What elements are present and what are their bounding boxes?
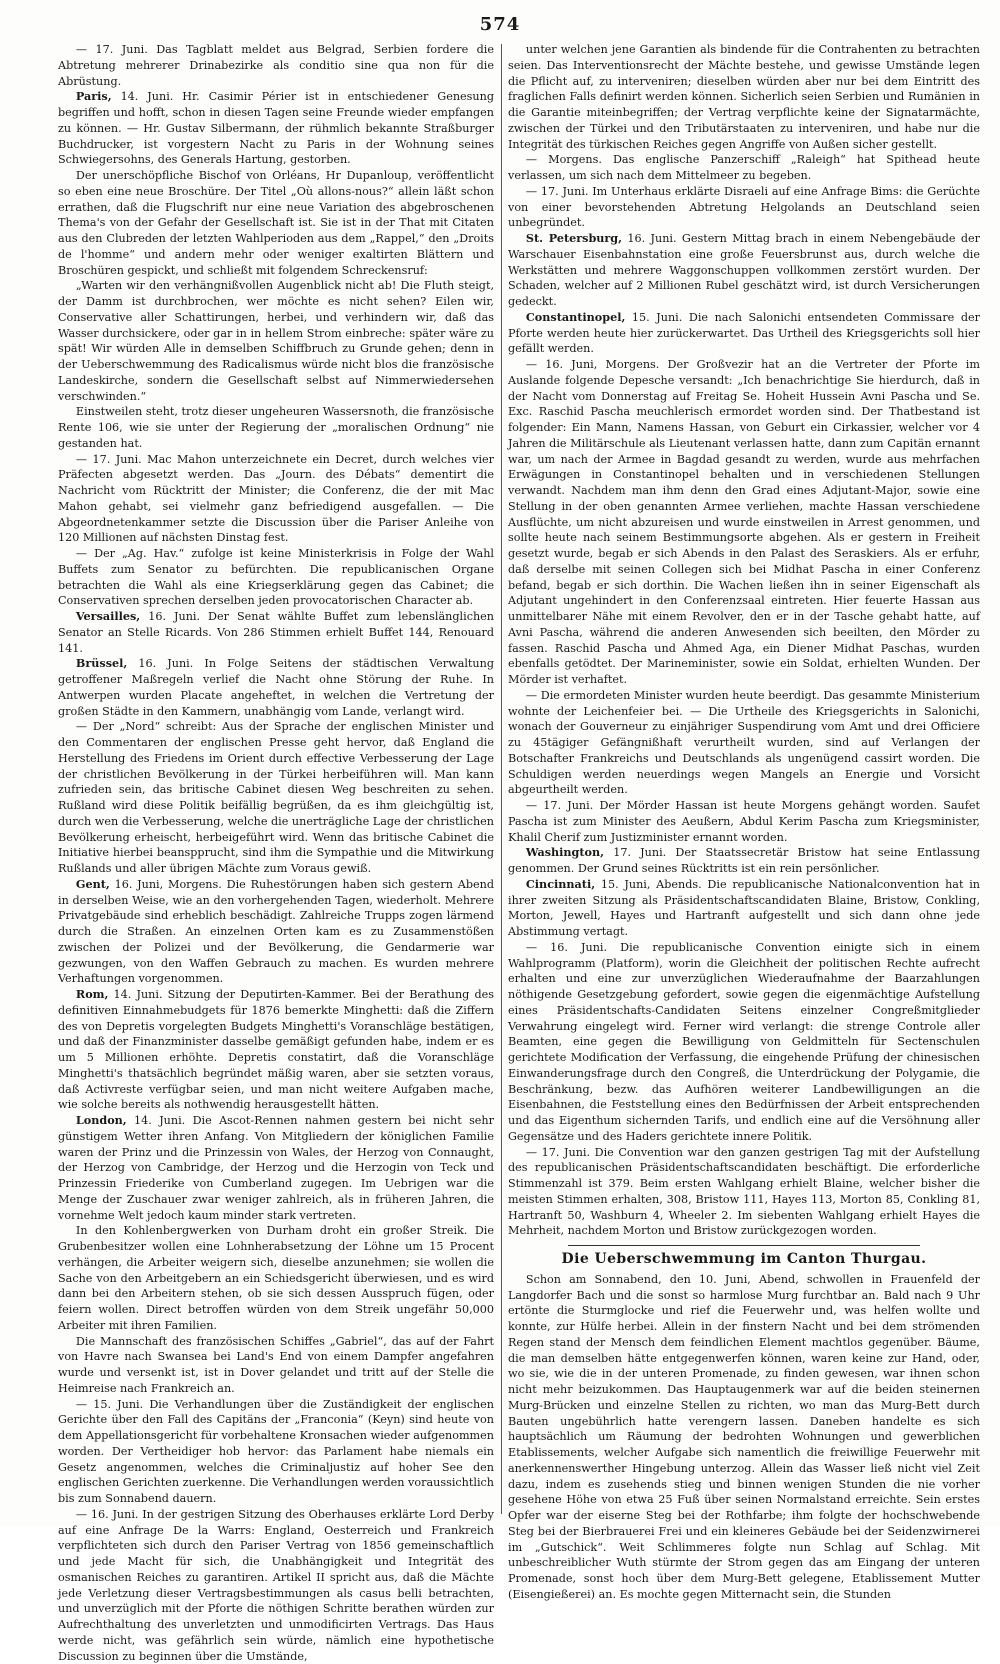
paragraph-text: — Morgens. Das englische Panzerschiff „Raleigh“ hat Spithead heute verlassen, um sich nach dem Mittelmeer zu begeben. bbox=[508, 153, 980, 182]
news-paragraph bbox=[58, 877, 494, 987]
dateline-place: Versailles, bbox=[75, 609, 141, 623]
paragraph-text: 16. Juni. Der Senat wählte Buffet zum lebenslänglichen Senator an Stelle Ricards. Von 286 Stimmen erhielt Buffet 144, Renouard 141. bbox=[58, 610, 494, 655]
paragraph-text: — Der „Ag. Hav.“ zufolge ist keine Ministerkrisis in Folge der Wahl Buffets zum Senator zu befürchten. Die republicanischen Organe betrachten die Wahl als eine Kriegserklärung gegen das Cabinet; die Conservativen sprechen derselben jeden provocatorischen Character ab. bbox=[58, 547, 494, 608]
paragraph-text: 14. Juni. Die Ascot-Rennen nahmen gestern bei nicht sehr günstigem Wetter ihren Anfang. Von Mitgliedern der königlichen Familie waren der Prinz und die Prinzessin von Wales, der Herzog von Connaught, der Herzog von Cambridge, der Herzog und die Herzogin von Teck und Prinzessin Friederike von Cumberland zugegen. Im Uebrigen war die Menge der Zuschauer zwar weniger zahlreich, als in früheren Jahren, die vornehme Welt jedoch kaum minder stark vertreten. bbox=[58, 1114, 494, 1222]
paragraph-text: 16. Juni. Gestern Mittag brach in einem Nebengebäude der Warschauer Eisenbahnstation eine große Feuersbrunst aus, durch welche die Werkstätten und mehrere Waggonschuppen vollkommen zerstört wurden. Der Schaden, welcher auf 2 Millionen Rubel geschätzt wird, ist durch Versicherungen gedeckt. bbox=[508, 232, 981, 308]
dateline-place: Gent, bbox=[75, 876, 110, 891]
news-paragraph bbox=[58, 89, 494, 168]
news-paragraph bbox=[508, 357, 980, 688]
dateline-place: Cincinnati, bbox=[525, 876, 596, 891]
paragraph-text: — 17. Juni. Mac Mahon unterzeichnete ein Decret, durch welches vier Präfecten abgesetzt werden. Das „Journ. des Débats“ dementirt die Nachricht vom Rücktritt der Minister; die Conferenz, die der mit Mac Mahon gehabt, sei vielmehr ganz befriedigend ausgefallen. — Die Abgeordnetenkammer setzte die Discussion über die Pariser Anleihe von 120 Millionen auf nächsten Dinstag fest. bbox=[58, 452, 494, 545]
news-paragraph bbox=[508, 42, 980, 152]
news-paragraph bbox=[58, 546, 494, 609]
right-column-articles bbox=[508, 42, 980, 1239]
news-paragraph bbox=[58, 42, 494, 89]
feature-article-body bbox=[508, 1272, 980, 1603]
paragraph-text: 14. Juni. Hr. Casimir Périer ist in entschiedener Genesung begriffen und hofft, schon in diesen Tagen seine Freunde wieder empfangen zu können. — Hr. Gustav Silbermann, der rühmlich bekannte Straßburger Buchdrucker, ist vorgestern Nacht zu Paris in der Wohnung seines Schwiegersohns, des Generals Hartung, gestorben. bbox=[58, 90, 494, 167]
news-paragraph bbox=[58, 609, 494, 656]
paragraph-text: — Der „Nord“ schreibt: Aus der Sprache der englischen Minister und den Commentaren der englischen Presse geht hervor, daß England die Herstellung des Friedens im Orient durch effective Verbesserung der Lage der christlichen Bevölkerung in der Türkei herbeiführen will. Man kann zufrieden sein, das britische Cabinet diesen Weg beschreiten zu sehen. Rußland wird diese Politik beifällig begrüßen, da es ihm gleichgültig ist, durch wen die Verbesserung, welche die unerträgliche Lage der christlichen Bevölkerung erheischt, herbeigeführt wird. Wenn das britische Cabinet die Initiative hierbei beanspprucht, sind ihm die Sympathie und die Mitwirkung Rußlands und aller übrigen Mächte zum Voraus gewiß. bbox=[58, 720, 494, 875]
dateline-place: St. Petersburg, bbox=[525, 231, 623, 245]
paragraph-text: — 17. Juni. Der Mörder Hassan ist heute Morgens gehängt worden. Saufet Pascha ist zum Minister des Aeußern, Abdul Kerim Pascha zum Kriegsminister, Khalil Cherif zum Justizminister ernannt worden. bbox=[508, 799, 980, 844]
paragraph-text: Einstweilen steht, trotz dieser ungeheuren Wassersnoth, die französische Rente 106, wie sie unter der Regierung der „moralischen Ordnung“ nie gestanden hat. bbox=[58, 405, 494, 450]
news-paragraph bbox=[58, 656, 494, 719]
news-paragraph bbox=[508, 688, 980, 798]
dateline-place: Paris, bbox=[75, 89, 112, 104]
paragraph-text: 16. Juni. In Folge Seitens der städtischen Verwaltung getroffener Maßregeln verlief die Nacht ohne Störung der Ruhe. In Antwerpen wurden Placate angeheftet, in welchen die Vertretung der großen Städte in den Kammern, unabhängig vom Lande, verlangt wird. bbox=[58, 657, 495, 718]
news-paragraph bbox=[58, 278, 494, 404]
column-divider bbox=[501, 44, 502, 1514]
paragraph-text: 15. Juni. Die nach Salonichi entsendeten Commissare der Pforte werden heute hier zurückerwartet. Das Urtheil des Kriegsgerichts soll hier gefällt werden. bbox=[508, 310, 980, 356]
news-paragraph bbox=[508, 877, 980, 940]
news-paragraph bbox=[58, 404, 494, 451]
dateline-place: Constantinopel, bbox=[525, 309, 626, 324]
paragraph-text: — 15. Juni. Die Verhandlungen über die Zuständigkeit der englischen Gerichte über den Fall des Capitäns der „Franconia“ (Keyn) sind heute von dem Appellationsgericht für vorbehaltene Kronsachen wieder aufgenommen worden. Der Vertheidiger hob hervor: das Parlament habe niemals ein Gesetz angenommen, welches die Criminaljustiz auf hoher See den englischen Gerichten zuerkenne. Die Verhandlungen werden voraussichtlich bis zum Sonnabend dauern. bbox=[58, 1397, 494, 1505]
feature-paragraph: Schon am Sonnabend, den 10. Juni, Abend, schwollen in Frauenfeld der Langdorfer Bach und die sonst so harmlose Murg furchtbar an. Bald nach 9 Uhr ertönte die Sturmglocke und rief die Feuerwehr und, was helfen wollte und konnte, zur Hülfe herbei. Allein in der finstern Nacht und bei dem strömenden Regen stand der Mensch dem feindlichen Element machtlos gegenüber. Bäume, die man demselben hätte entgegenwerfen können, waren keine zur Hand, oder, wo sie, wie die in der unteren Promenade, zu finden gewesen, war ihnen schon nicht mehr beizukommen. Das Hauptaugenmerk war auf die beiden steinernen Murg-Brücken und einzelne Stellen zu richten, wo man das Murg-Bett durch Bauten ungebührlich hatte verengern lassen. Daneben handelte es sich hauptsächlich um Räumung der bedrohten Wohnungen und gewerblichen Etablissements, welcher Aufgabe sich namentlich die freiwillige Feuerwehr mit anerkennenswerther Hingebung unterzog. Allein das Wasser ließ nicht viel Zeit dazu, indem es zusehends stieg und binnen wenigen Stunden die nie vorher gesehene Höhe von etwa 25 Fuß über seinen Normalstand erreichte. Sein erstes Opfer war der eiserne Steg bei der Rothfarbe; ihm folgte der hochschwebende Steg bei der Bierbrauerei Frei und ein kleineres Gebäude bei der Seidenzwirnerei im „Gutschick“. Weit Schlimmeres folgte nun Schlag auf Schlag. Mit unbeschreiblicher Wuth stürmte der Strom gegen das am Eingang der unteren Promenade, sonst hoch über dem Murg-Bett gelegene, Etablissement Mutter (Eisengießerei) an. Es mochte gegen Mitternacht sein, die Stunden bbox=[508, 1272, 980, 1601]
paragraph-text: — 17. Juni. Das Tagblatt meldet aus Belgrad, Serbien fordere die Abtretung mehrerer Drinabezirke als conditio sine qua non für die Abrüstung. bbox=[58, 43, 494, 88]
page-number: 574 bbox=[479, 14, 521, 35]
news-paragraph bbox=[58, 1397, 494, 1507]
paragraph-text: 17. Juni. Der Staatssecretär Bristow hat seine Entlassung genommen. Der Grund seines Rücktritts ist ein rein persönlicher. bbox=[508, 846, 980, 875]
paragraph-text: — 16. Juni. Die republicanische Convention einigte sich in einem Wahlprogramm (Platform), worin die Gleichheit der politischen Rechte aufrecht erhalten und eine zur unverzüglichen Wiederaufnahme der Baarzahlungen nöthigende Gesetzgebung gefordert, sowie gegen die eigenmächtige Aufstellung eines Präsidentschafts-Candidaten Seitens einzelner Congreßmitglieder Verwahrung eingelegt wird. Ferner wird verlangt: die strenge Controle aller Beamten, eine gegen die Bewilligung von Geldmitteln für Sectenschulen gerichtete Modification der Verfassung, die eingehende Prüfung der chinesischen Einwanderungsfrage durch den Congreß, die Unterdrückung der Polygamie, die Beschränkung, bezw. das Aufhören weiterer Landbewilligungen an die Eisenbahnen, die Feststellung eines den Bedürfnissen der Arbeit entsprechenden und das Eigenthum sichernden Tarifs, und endlich eine auf die Versöhnung aller Gegensätze und des Haders gerichtete innere Politik. bbox=[508, 940, 980, 1143]
news-paragraph bbox=[58, 168, 494, 278]
news-paragraph bbox=[508, 310, 980, 357]
news-paragraph bbox=[508, 845, 980, 877]
dateline-place: London, bbox=[75, 1113, 127, 1127]
news-paragraph bbox=[508, 798, 980, 845]
left-column bbox=[58, 42, 495, 1663]
right-column bbox=[508, 42, 981, 1601]
paragraph-text: 15. Juni, Abends. Die republicanische Nationalconvention hat in ihrer zweiten Sitzung als Präsidentschaftscandidaten Blaine, Bristow, Conkling, Morton, Jewell, Hayes und Hartranft aufgestellt und sich dann ohne jede Abstimmung vertagt. bbox=[508, 877, 980, 938]
paragraph-text: Die Mannschaft des französischen Schiffes „Gabriel“, das auf der Fahrt von Havre nach Swansea bei Land's End von einem Dampfer angefahren wurde und versenkt ist, ist in Dover gelandet und tritt auf der Stelle die Heimreise nach Frankreich an. bbox=[58, 1334, 494, 1395]
dateline-place: Washington, bbox=[525, 845, 605, 860]
news-paragraph bbox=[508, 184, 980, 231]
paragraph-text: In den Kohlenbergwerken von Durham droht ein großer Streik. Die Grubenbesitzer wollen eine Lohnherabsetzung der Löhne um 15 Procent verhängen, die Arbeiter weigern sich, dieselbe anzunehmen; sie wollen die Sache von den Arbeitgebern an ein Schiedsgericht überwiesen, und es wird dann bei den Arbeitern stehen, ob sie sich dessen Ausspruch fügen, oder feiern wollen. Direct betroffen würden von dem Streik ungefähr 50,000 Arbeiter mit ihren Familien. bbox=[58, 1224, 494, 1332]
paragraph-text: — 16. Juni, Morgens. Der Großvezir hat an die Vertreter der Pforte im Auslande folgende Depesche versandt: „Ich benachrichtige Sie hierdurch, daß in der Nacht vom Donnerstag auf Freitag Se. Hoheit Hussein Avni Pascha und Se. Exc. Raschid Pascha meuchlerisch ermordet worden sind. Der Thatbestand ist folgender: Ein Mann, Namens Hassan, von Geburt ein Cirkassier, welcher vor 4 Jahren die Militärschule als Lieutenant verlassen hatte, dann zum Capitän ernannt war, um nach der Armee in Bagdad gesandt zu werden, wurde aus mehrfachen Erwägungen in Constantinopel behalten und in verschiedenen Stellungen verwandt. Nachdem man ihm denn den Grad eines Adjutant-Major, sowie eine Stellung in der oben genannten Armee verliehen, machte Hassan verschiedene Ausflüchte, um nicht abzureisen und wurde einstweilen in Arrest genommen, und sollte heute nach seinem Bestimmungsorte abgehen. Als er gestern in Freiheit gesetzt wurde, begab er sich Abends in den Palast des Seraskiers. Als er erfuhr, daß derselbe mit seinen Collegen sich bei Midhat Pascha in einer Conferenz befand, begab er sich dorthin. Die Wachen ließen ihn in seiner Eigenschaft als Adjutant ungehindert in den Conferenzsaal eintreten. Hier feuerte Hassan aus unmittelbarer Nähe mit einem Revolver, den er in der Tasche gehabt hatte, auf Avni Pascha, während die anderen Anwesenden sich beeilten, den Mörder zu fassen. Raschid Pascha und Ahmed Aga, ein Diener Midhat Paschas, wurden ebenfalls getödtet. Der Marineminister, sowie ein Soldat, erhielten Wunden. Der Mörder ist verhaftet. bbox=[508, 358, 980, 686]
news-paragraph bbox=[58, 1223, 494, 1333]
paragraph-text: — 17. Juni. Die Convention war den ganzen gestrigen Tag mit der Aufstellung des republicanischen Präsidentschaftscandidaten beschäftigt. Die erforderliche Stimmenzahl ist 379. Beim ersten Wahlgang erhielt Blaine, welcher bisher die meisten Stimmen erhalten, 308, Bristow 111, Hayes 113, Morton 85, Conkling 81, Hartranft 50, Washburn 4, Wheeler 2. Im siebenten Wahlgang erhielt Hayes die Mehrheit, nachdem Morton und Bristow zurückgezogen worden. bbox=[508, 1145, 980, 1238]
paragraph-text: 14. Juni. Sitzung der Deputirten-Kammer. Bei der Berathung des definitiven Einnahmebudgets für 1876 bemerkte Minghetti: daß die Ziffern des von Depretis vorgelegten Budgets Minghetti's Voranschläge bestätigen, und daß der Finanzminister dasselbe gemäßigt gefunden habe, indem er es um 5 Millionen erhöhte. Depretis constatirt, daß die Voranschläge Minghetti's thatsächlich begründet mäßig waren, aber sie setzten voraus, daß Activreste verfügbar seien, und man nicht weitere Aufgaben mache, wie solche bereits als nothwendig herausgestellt hätten. bbox=[58, 988, 494, 1112]
paragraph-text: — 16. Juni. In der gestrigen Sitzung des Oberhauses erklärte Lord Derby auf eine Anfrage De la Warrs: England, Oesterreich und Frankreich verpflichteten sich durch den Pariser Vertrag von 1856 gemeinschaftlich und jede Macht für sich, die Unabhängigkeit und Integrität des osmanischen Reiches zu garantiren. Artikel II spricht aus, daß die Mächte jede Verletzung dieser Vertragsbestimmungen als casus belli betrachten, und unverzüglich mit der Pforte die nöthigen Schritte berathen würden zur Aufrechthaltung des unverletzten und unmodificirten Vertrags. Das Haus werde nicht, was gefährlich sein würde, nämlich eine hypothetische Discussion zu beginnen über die Umstände, bbox=[58, 1507, 494, 1663]
news-paragraph bbox=[508, 940, 980, 1145]
paragraph-text: — Die ermordeten Minister wurden heute beerdigt. Das gesammte Ministerium wohnte der Leichenfeier bei. — Die Urtheile des Kriegsgerichts in Salonichi, wonach der Gouverneur zu einjähriger Suspendirung vom Amt und drei Officiere zu 45tägiger Gefängnißhaft verurtheilt wurden, sind auf Verlangen der Botschafter Frankreichs und Deutschlands als ungenügend cassirt worden. Die Schuldigen werden neuerdings wegen Mangels an Energie und Vorsicht abgeurtheilt werden. bbox=[508, 688, 980, 797]
news-paragraph bbox=[58, 452, 494, 547]
paragraph-text: 16. Juni, Morgens. Die Ruhestörungen haben sich gestern Abend in derselben Weise, wie an den vorhergehenden Tagen, wiederholt. Mehrere Privatgebäude sind erheblich beschädigt. Zahlreiche Trupps zogen lärmend durch die Straßen. An einzelnen Orten kam es zu Zusammenstößen zwischen der Polizei und der Bevölkerung, die Gendarmerie war gezwungen, von den Waffen Gebrauch zu machen. Es wurden mehrere Verhaftungen vorgenommen. bbox=[58, 877, 494, 986]
news-paragraph bbox=[508, 1145, 980, 1240]
headline-rule-top bbox=[568, 1245, 920, 1246]
news-paragraph bbox=[58, 987, 494, 1113]
paragraph-text: unter welchen jene Garantien als bindende für die Contrahenten zu betrachten seien. Das Interventionsrecht der Mächte bestehe, und gewisse Umstände legen die Pflicht auf, zu interveniren; dieselben würden aber nur bei dem Eintritt des fraglichen Falls definirt werden können. Sicherlich seien Serbien und Rumänien in die Garantie miteinbegriffen; der Vertrag verpflichte keine der Signatarmächte, zwischen der Türkei und den Tributärstaaten zu interveniren, und habe nur die Integrität des türkischen Reiches gegen Angriffe von Außen sicher gestellt. bbox=[508, 43, 980, 151]
news-paragraph bbox=[508, 231, 980, 310]
dateline-place: Rom, bbox=[75, 987, 109, 1001]
news-paragraph bbox=[58, 719, 494, 877]
paragraph-text: Der unerschöpfliche Bischof von Orléans, Hr Dupanloup, veröffentlicht so eben eine neue Broschüre. Der Titel „Où allons-nous?“ allein läßt schon errathen, daß die Flugschrift nur eine neue Variation des abgebroschenen Thema's von der Gefahr der Gesellschaft ist. Sie ist in der That mit Citaten aus den Clubreden der letzten Wahlperioden aus dem „Rappel,“ den „Droits de l'homme“ und andern mehr oder weniger exaltirten Blättern und Broschüren gespickt, und schließt mit folgendem Schreckensruf: bbox=[58, 169, 494, 277]
news-paragraph bbox=[58, 1334, 494, 1397]
news-paragraph bbox=[508, 152, 980, 184]
feature-headline: Die Ueberschwemmung im Canton Thurgau. bbox=[561, 1251, 927, 1267]
news-paragraph bbox=[58, 1507, 494, 1664]
news-paragraph bbox=[58, 1113, 494, 1223]
dateline-place: Brüssel, bbox=[75, 656, 128, 671]
paragraph-text: „Warten wir den verhängnißvollen Augenblick nicht ab! Die Fluth steigt, der Damm ist durchbrochen, wer möchte es nicht sehen? Eilen wir, Conservative aller Schattirungen, herbei, und verhindern wir, daß das Wasser durchsickere, oder gar in in hellem Strom einbreche: später wäre zu spät! Wir würden Alle in demselben Schiffbruch zu Grunde gehen; denn in der Ueberschwemmung des Radicalismus würde nicht blos die französische Landeskirche, sondern die Gesellschaft selbst auf Nimmerwiedersehen verschwinden.“ bbox=[58, 279, 494, 403]
paragraph-text: — 17. Juni. Im Unterhaus erklärte Disraeli auf eine Anfrage Bims: die Gerüchte von einer bevorstehenden Abtretung Helgolands an Deutschland seien unbegründet. bbox=[508, 184, 980, 230]
